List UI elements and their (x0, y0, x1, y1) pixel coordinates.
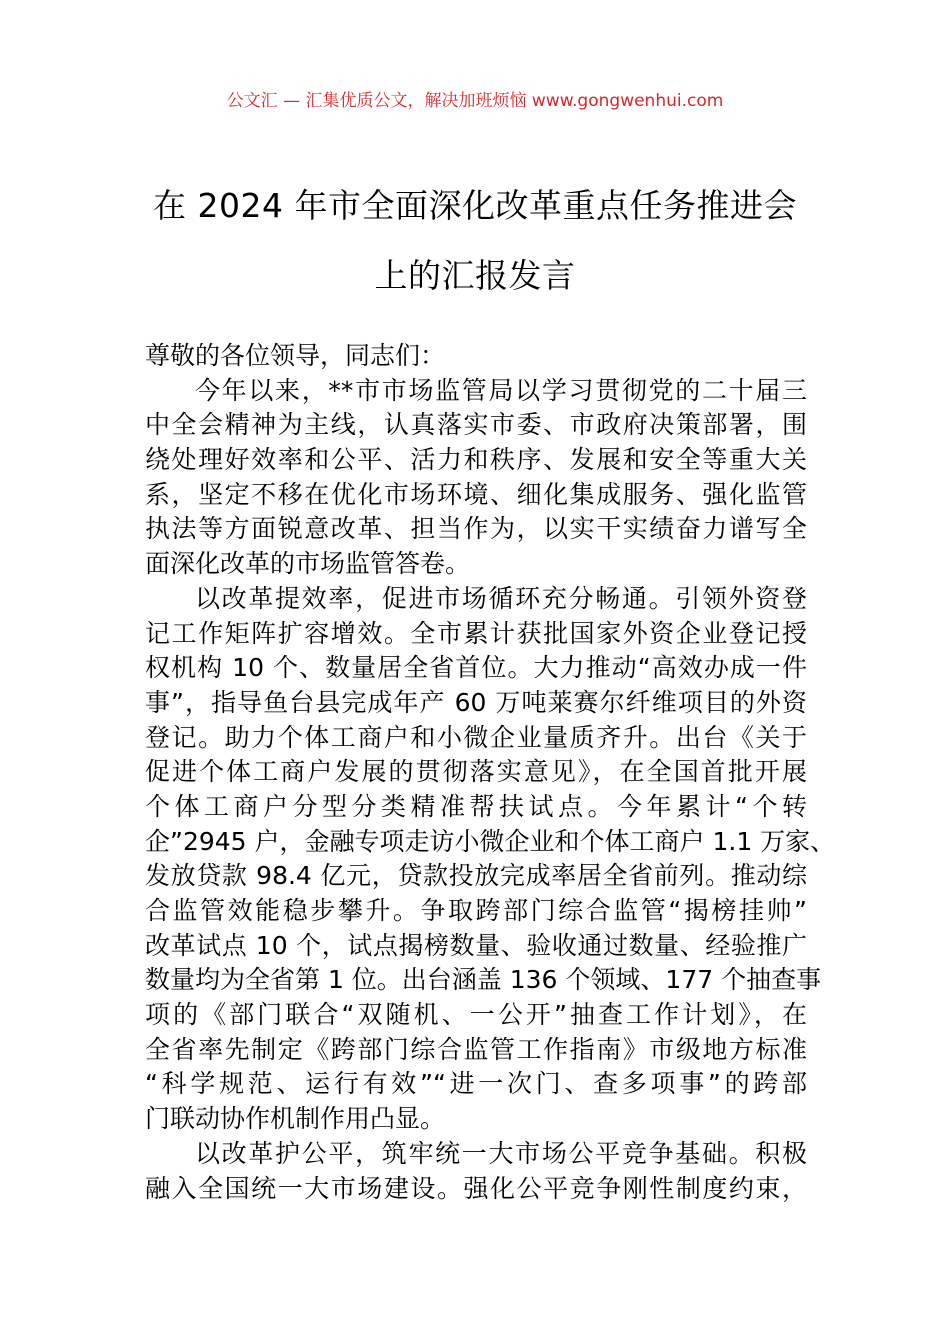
document-body (145, 339, 836, 1206)
document-title-line-1: 在 2024 年市全面深化改革重点任务推进会 (153, 186, 797, 225)
text-line: 记工作矩阵扩容增效。全市累计获批国家外资企业登记授 (145, 618, 807, 648)
text-line: 今年以来，**市市场监管局以学习贯彻党的二十届三 (195, 375, 807, 405)
text-line: 数量均为全省第 1 位。出台涵盖 136 个领域、177 个抽查事 (145, 965, 822, 995)
text-line: 权机构 10 个、数量居全省首位。大力推动“高效办成一件 (145, 653, 807, 683)
text-line: 改革试点 10 个，试点揭榜数量、验收通过数量、经验推广 (145, 930, 807, 960)
document-title-line-2: 上的汇报发言 (374, 256, 576, 295)
paragraph (145, 582, 836, 1137)
paragraph (145, 374, 807, 582)
text-line: 登记。助力个体工商户和小微企业量质齐升。出台《关于 (145, 722, 807, 752)
text-line: 绕处理好效率和公平、活力和秩序、发展和安全等重大关 (145, 445, 807, 475)
text-line: 系，坚定不移在优化市场环境、细化集成服务、强化监管 (145, 479, 807, 509)
text-line: 发放贷款 98.4 亿元，贷款投放完成率居全省前列。推动综 (145, 861, 807, 891)
text-line: 以改革护公平，筑牢统一大市场公平竞争基础。积极 (195, 1138, 807, 1168)
text-line: 门联动协作机制作用凸显。 (145, 1104, 446, 1134)
text-line: 促进个体工商户发展的贯彻落实意见》，在全国首批开展 (145, 757, 807, 787)
text-line: 个体工商户分型分类精准帮扶试点。今年累计“个转 (145, 791, 807, 821)
paragraph (145, 1137, 807, 1206)
paragraph (145, 339, 807, 374)
text-line: “科学规范、运行有效”“进一次门、查多项事”的跨部 (145, 1069, 807, 1099)
text-line: 项的《部门联合“双随机、一公开”抽查工作计划》，在 (145, 1000, 807, 1030)
text-line: 企”2945 户，金融专项走访小微企业和个体工商户 1.1 万家、 (145, 826, 836, 856)
text-line: 事”，指导鱼台县完成年产 60 万吨莱赛尔纤维项目的外资 (145, 687, 807, 717)
text-line: 合监管效能稳步攀升。争取跨部门综合监管“揭榜挂帅” (145, 896, 807, 925)
text-line: 全省率先制定《跨部门综合监管工作指南》市级地方标准 (145, 1034, 807, 1064)
text-line: 执法等方面锐意改革、担当作为，以实干实绩奋力谱写全 (145, 514, 807, 544)
text-line: 以改革提效率，促进市场循环充分畅通。引领外资登 (195, 583, 807, 613)
watermark-header: 公文汇 — 汇集优质公文，解决加班烦恼 www.gongwenhui.com (226, 91, 724, 111)
text-line: 中全会精神为主线，认真落实市委、市政府决策部署，围 (145, 410, 807, 440)
text-line: 面深化改革的市场监管答卷。 (145, 549, 471, 579)
text-line: 尊敬的各位领导，同志们： (145, 341, 446, 370)
text-line: 融入全国统一大市场建设。强化公平竞争刚性制度约束， (145, 1173, 807, 1203)
